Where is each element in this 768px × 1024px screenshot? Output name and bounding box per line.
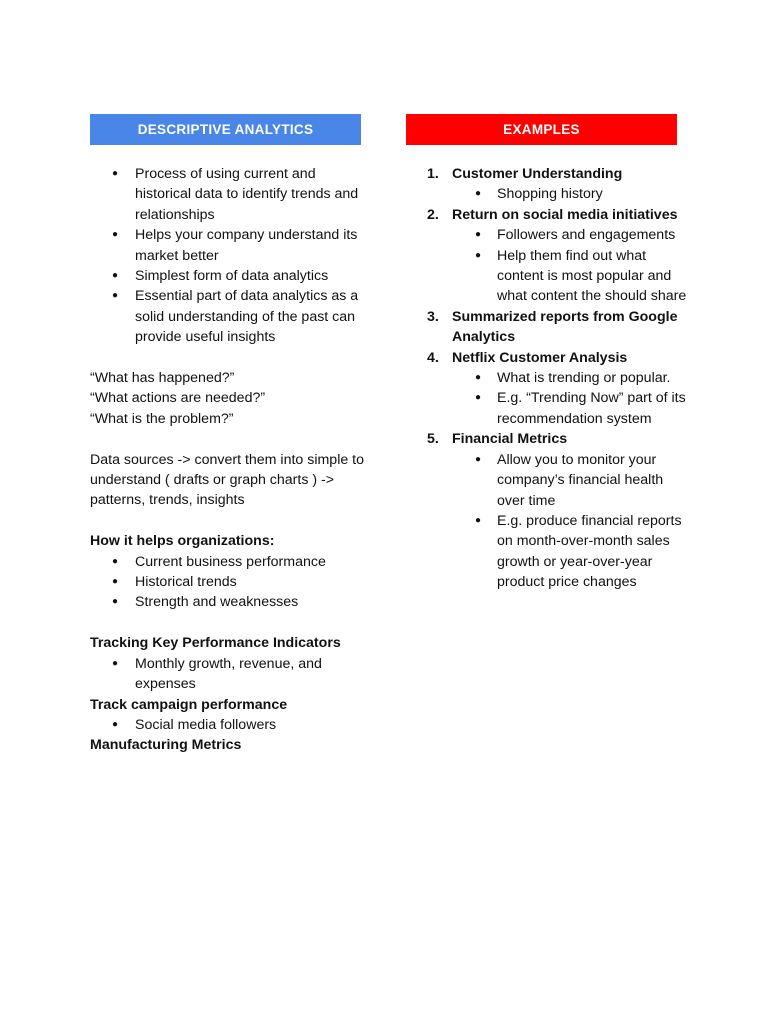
example-title: Netflix Customer Analysis xyxy=(452,349,628,366)
descriptive-analytics-column xyxy=(90,164,365,756)
example-bullet: ● What is trending or popular. xyxy=(452,368,689,388)
data-sources-text: Data sources -> convert them into simple to understand ( drafts or graph charts ) -> patterns, trends, insights xyxy=(90,451,365,509)
examples-header: EXAMPLES xyxy=(406,114,677,145)
campaign-heading: Track campaign performance xyxy=(90,696,288,713)
campaign-bullet: ● Social media followers xyxy=(90,715,365,735)
example-number: 2. xyxy=(427,206,439,223)
example-number: 3. xyxy=(427,308,439,325)
question-line: “What actions are needed?” xyxy=(90,390,266,407)
example-bullet: ● E.g. “Trending Now” part of its recommendation system xyxy=(452,388,689,429)
example-number: 5. xyxy=(427,431,439,448)
example-item xyxy=(427,164,689,205)
question-line: “What is the problem?” xyxy=(90,410,234,427)
example-number: 1. xyxy=(427,166,439,182)
intro-bullet: ● Simplest form of data analytics xyxy=(90,266,365,286)
helps-bullet-list xyxy=(90,552,365,613)
example-title: Financial Metrics xyxy=(452,431,568,448)
examples-numbered-list xyxy=(427,164,689,593)
example-bullet-list xyxy=(452,225,689,307)
example-bullet: ● Shopping history xyxy=(452,184,689,204)
example-item xyxy=(427,429,689,592)
intro-bullet-list xyxy=(90,164,365,348)
kpi-bullet-list xyxy=(90,654,365,695)
example-item xyxy=(427,205,689,307)
helps-bullet: ● Strength and weaknesses xyxy=(90,592,365,612)
example-bullet: ● E.g. produce financial reports on month-over-month sales growth or year-over-year product price changes xyxy=(452,511,689,593)
example-bullet-list xyxy=(452,450,689,593)
example-title: Return on social media initiatives xyxy=(452,206,678,223)
example-number: 4. xyxy=(427,349,439,366)
example-title: Customer Understanding xyxy=(452,166,623,182)
example-bullet: ● Followers and engagements xyxy=(452,225,689,245)
examples-column xyxy=(427,164,689,593)
example-item xyxy=(427,307,689,348)
example-item xyxy=(427,348,689,430)
example-bullet-list xyxy=(452,368,689,429)
example-title: Summarized reports from Google Analytics xyxy=(452,308,678,346)
example-bullet: ● Help them find out what content is most popular and what content the should share xyxy=(452,246,689,307)
intro-bullet: ● Helps your company understand its market better xyxy=(90,225,365,266)
manufacturing-heading: Manufacturing Metrics xyxy=(90,737,242,754)
kpi-bullet: ● Monthly growth, revenue, and expenses xyxy=(90,654,365,695)
question-line: “What has happened?” xyxy=(90,370,235,387)
example-bullet: ● Allow you to monitor your company’s financial health over time xyxy=(452,450,689,511)
descriptive-analytics-header: DESCRIPTIVE ANALYTICS xyxy=(90,114,361,145)
helps-heading: How it helps organizations: xyxy=(90,533,275,550)
campaign-bullet-list xyxy=(90,715,365,735)
helps-bullet: ● Current business performance xyxy=(90,552,365,572)
intro-bullet: ● Process of using current and historical data to identify trends and relationships xyxy=(90,164,365,225)
example-bullet-list xyxy=(452,184,689,204)
helps-bullet: ● Historical trends xyxy=(90,572,365,592)
kpi-heading: Tracking Key Performance Indicators xyxy=(90,635,341,652)
intro-bullet: ● Essential part of data analytics as a solid understanding of the past can provide useful insights xyxy=(90,286,365,347)
